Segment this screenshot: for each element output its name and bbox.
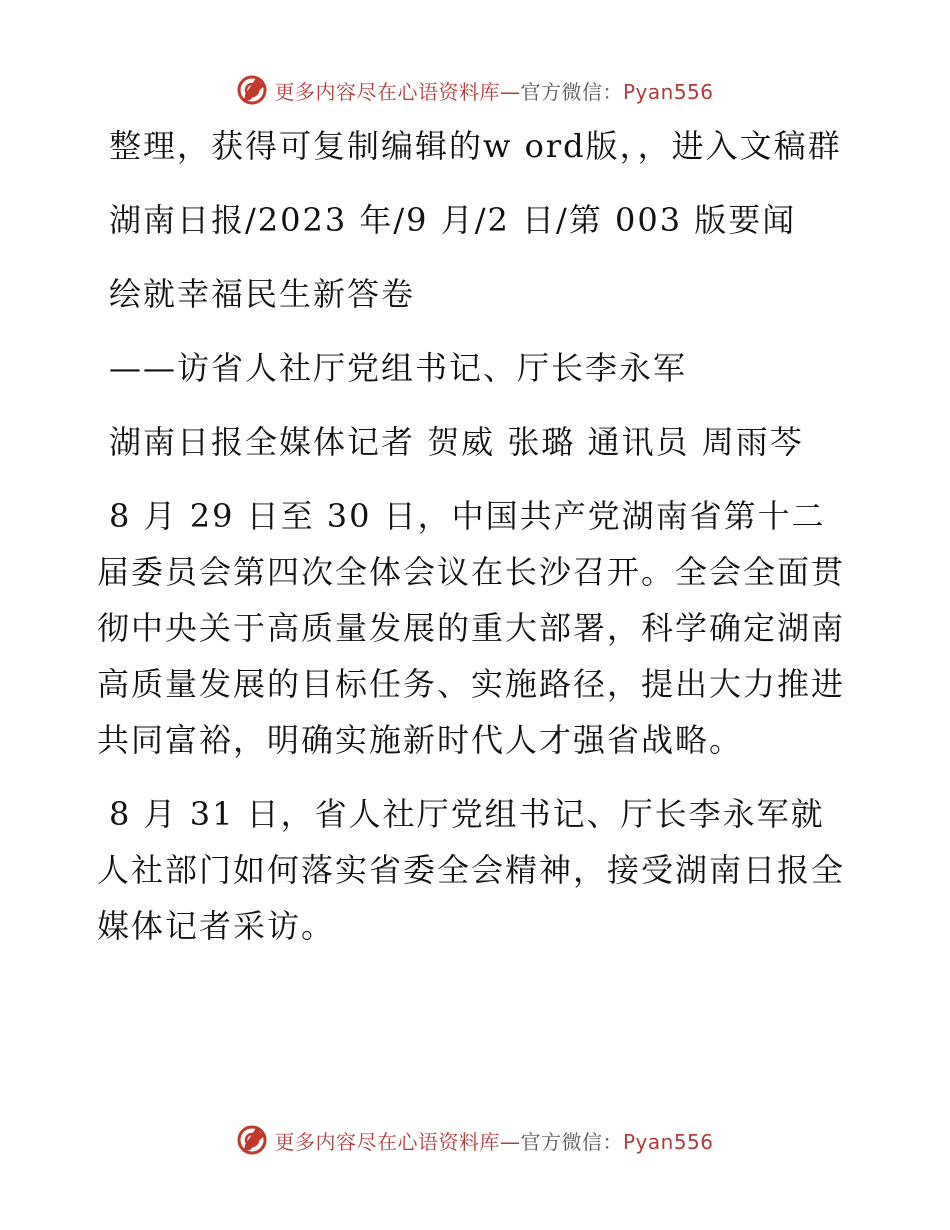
- brush-logo-icon: [236, 74, 268, 106]
- body-paragraph: 8 月 29 日至 30 日，中国共产党湖南省第十二届委员会第四次全体会议在长沙召开。全会全面贯彻中央关于高质量发展的重大部署，科学确定湖南高质量发展的目标任务、实施路径，提出大力推进共同富裕，明确实施新时代人才强省战略。: [97, 497, 846, 759]
- header-watermark-banner: [0, 70, 950, 110]
- byline: 湖南日报全媒体记者 贺威 张璐 通讯员 周雨芩: [109, 423, 804, 461]
- watermark-dash: —: [499, 1129, 521, 1154]
- watermark-text: [274, 76, 713, 105]
- intro-note: 整理，获得可复制编辑的w ord版，，进入文稿群: [109, 127, 842, 165]
- watermark-handle: Pyan556: [622, 1129, 714, 1154]
- watermark-wechat-label: 官方微信：: [520, 1129, 623, 1154]
- watermark-dash: —: [499, 79, 521, 104]
- article-subtitle: ——访省人社厅党组书记、厅长李永军: [109, 349, 688, 387]
- watermark-wechat-label: 官方微信：: [520, 79, 623, 104]
- footer-watermark-banner: [0, 1120, 950, 1160]
- brush-logo-icon: [236, 1124, 268, 1156]
- watermark-handle: Pyan556: [622, 79, 714, 104]
- watermark-text: [274, 1126, 713, 1155]
- article-title: 绘就幸福民生新答卷: [109, 275, 416, 313]
- watermark-main: 更多内容尽在心语资料库: [274, 1129, 500, 1154]
- source-line: 湖南日报/2023 年/9 月/2 日/第 003 版要闻: [109, 201, 797, 239]
- body-paragraph: 8 月 31 日，省人社厅党组书记、厅长李永军就人社部门如何落实省委全会精神，接受湖南日报全媒体记者采访。: [97, 795, 846, 945]
- document-body: [97, 118, 857, 972]
- watermark-main: 更多内容尽在心语资料库: [274, 79, 500, 104]
